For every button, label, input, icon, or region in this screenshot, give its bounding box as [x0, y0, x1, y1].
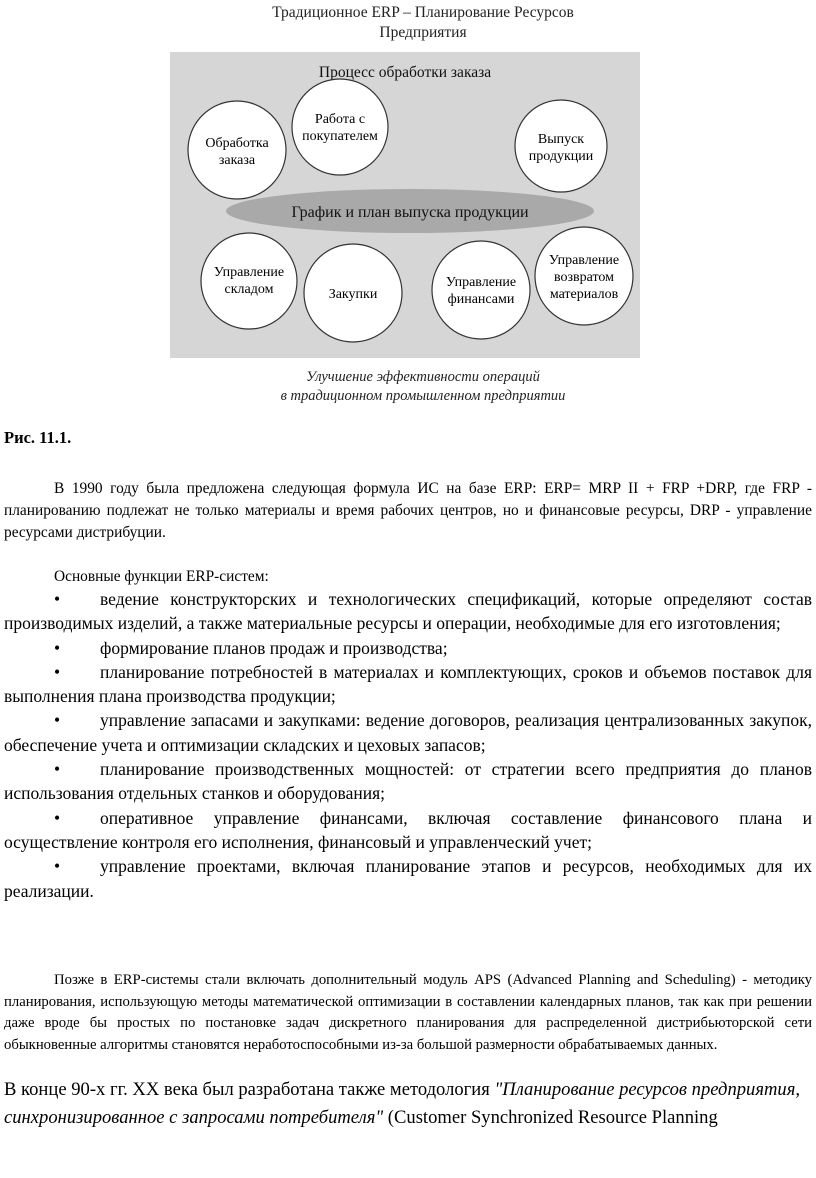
paragraph-aps: Позже в ERP-системы стали включать дополнительный модуль APS (Advanced Planning and Scheduling) - методику планирования, использующую методы математической оптимизации в составлении календарных планов, так как при решении даже вроде бы простых по постановке задач дискретного планирования для распределенной дистрибьюторской сети обыкновенные алгоритмы становятся неработоспособными из-за большой размерности обрабатываемых данных.	[4, 972, 812, 1054]
figure-caption	[170, 368, 676, 406]
paragraph-csrp	[4, 1076, 812, 1132]
bullet-icon: •	[54, 589, 61, 609]
figure-label: Рис. 11.1.	[4, 428, 72, 447]
circle-label-line3: материалов	[549, 287, 619, 302]
circle-label-line2: покупателем	[302, 129, 378, 144]
circle-label-line2: складом	[224, 282, 274, 297]
circle-label-line1: Обработка	[205, 136, 269, 151]
functions-heading: Основные функции ERP-систем:	[54, 568, 269, 585]
circle-label-line1: Закупки	[328, 287, 378, 302]
list-item	[4, 806, 812, 855]
circle-warehouse-management	[201, 233, 297, 329]
circle-shape	[432, 241, 530, 339]
bullet-icon: •	[54, 637, 61, 658]
csrp-italic-term: "Планирование ресурсов предприятия, синхронизированное с запросами потребителя"	[4, 1079, 800, 1128]
list-item	[4, 660, 812, 709]
paragraph-erp-formula: В 1990 году была предложена следующая формула ИС на базе ERP: ERP= MRP II + FRP +DRP, где FRP - планированию подлежат не только материалы и время рабочих центров, но и финансовые ресурсы, DRP - управление ресурсами дистрибуции.	[4, 480, 812, 541]
circle-label-line1: Управление	[445, 275, 517, 290]
circle-finance-management	[432, 241, 530, 339]
circle-label-line1: Выпуск	[537, 132, 585, 147]
circle-label-line2: возвратом	[553, 270, 615, 285]
bullet-icon: •	[54, 856, 61, 877]
circle-label-line2: финансами	[447, 292, 515, 307]
circle-materials-return	[535, 227, 633, 325]
circle-label-line2: заказа	[218, 153, 256, 168]
list-item-text: ведение конструкторских и технологических спецификаций, которые определяют состав производимых изделий, а также материальные ресурсы и операции, необходимые для его изготовления;	[4, 589, 812, 634]
bullet-icon: •	[54, 807, 61, 828]
center-label: График и план выпуска продукции	[291, 204, 529, 221]
figure-title-line2: Предприятия	[379, 24, 467, 41]
circle-order-processing	[188, 101, 286, 199]
list-item-text: оперативное управление финансами, включая составление финансового плана и осуществление контроля его исполнения, финансовый и управленческий учет;	[4, 807, 812, 852]
circle-shape	[201, 233, 297, 329]
csrp-prefix: В конце 90-х гг. XX века был разработана также методология	[4, 1079, 495, 1100]
list-item	[4, 587, 812, 636]
figure-title-line1: Традиционное ERP – Планирование Ресурсов	[272, 4, 574, 21]
circle-production-output	[515, 100, 607, 192]
list-item-text: управление запасами и закупками: ведение договоров, реализация централизованных закупок, обеспечение учета и оптимизации складских и цеховых запасов;	[4, 710, 812, 755]
bullet-icon: •	[54, 710, 61, 731]
list-item-text: управление проектами, включая планирование этапов и ресурсов, необходимых для их реализации.	[4, 856, 812, 901]
erp-diagram	[170, 52, 640, 358]
list-item	[4, 636, 812, 660]
list-item	[4, 757, 812, 806]
erp-diagram-svg	[170, 52, 640, 358]
diagram-header: Процесс обработки заказа	[318, 64, 492, 81]
figure-caption-line1: Улучшение эффективности операций	[306, 369, 540, 385]
circle-label-line2: продукции	[528, 149, 594, 164]
functions-list	[4, 587, 812, 903]
bullet-icon: •	[54, 759, 61, 780]
bullet-icon: •	[54, 661, 61, 682]
list-item-text: формирование планов продаж и производства;	[100, 637, 448, 658]
figure-title	[170, 3, 676, 43]
circle-purchasing	[304, 244, 402, 342]
circle-customer-work	[292, 79, 388, 175]
circle-label-line1: Управление	[548, 253, 620, 268]
list-item	[4, 854, 812, 903]
list-item	[4, 708, 812, 757]
circle-label-line1: Управление	[213, 265, 285, 280]
list-item-text: планирование производственных мощностей: от стратегии всего предприятия до планов использования отдельных станков и оборудования;	[4, 759, 812, 804]
csrp-suffix: (Customer Synchronized Resource Planning	[383, 1107, 718, 1128]
circle-label-line1: Работа с	[314, 112, 366, 127]
circle-shape	[292, 79, 388, 175]
list-item-text: планирование потребностей в материалах и комплектующих, сроков и объемов поставок для выполнения плана производства продукции;	[4, 661, 812, 707]
figure-caption-line2: в традиционном промышленном предприятии	[280, 388, 566, 404]
